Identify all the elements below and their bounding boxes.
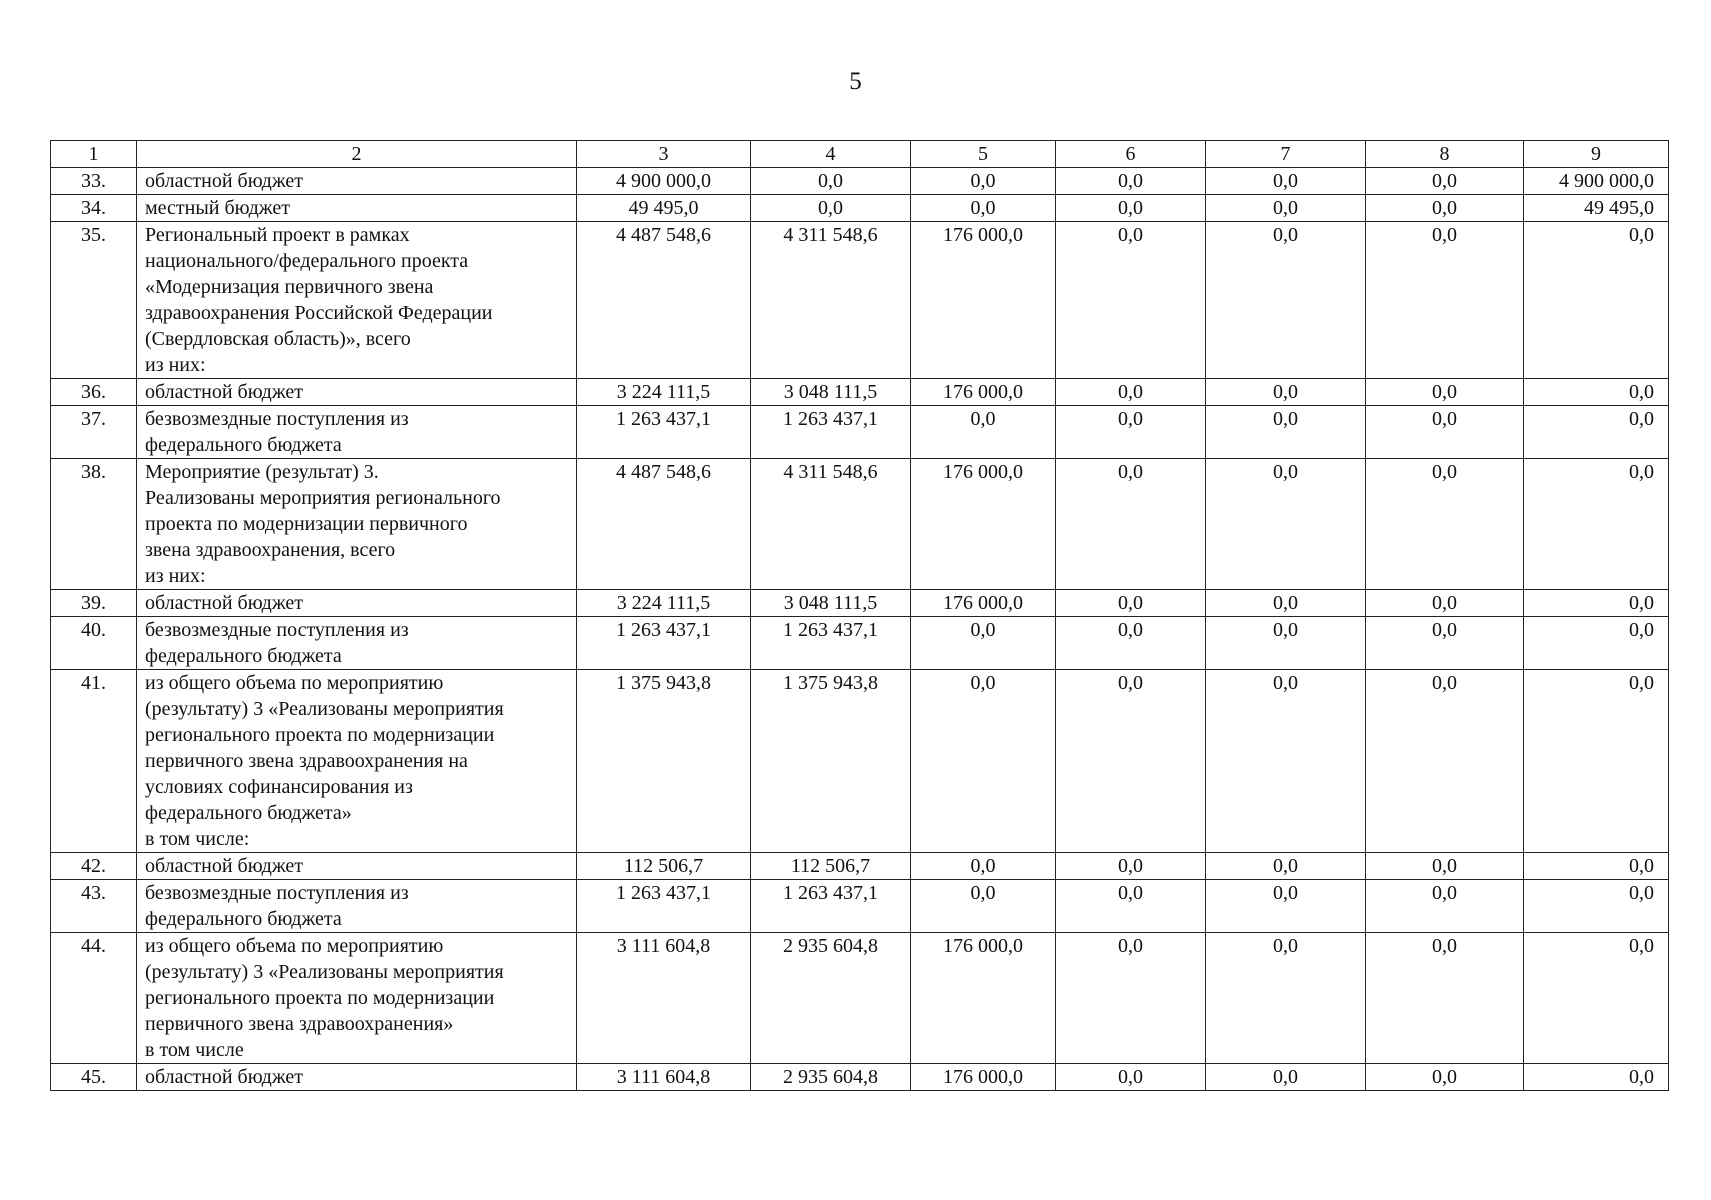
row-number: 37. xyxy=(51,406,137,459)
value-cell-col-4: 1 263 437,1 xyxy=(751,617,911,670)
value-cell-col-3: 4 487 548,6 xyxy=(577,459,751,590)
value-cell-col-3: 3 224 111,5 xyxy=(577,379,751,406)
value-cell-col-5: 176 000,0 xyxy=(911,379,1056,406)
table-row xyxy=(51,853,1669,880)
value-cell-col-5: 176 000,0 xyxy=(911,459,1056,590)
header-cell: 9 xyxy=(1524,141,1669,168)
value-cell-col-4: 3 048 111,5 xyxy=(751,379,911,406)
value-cell-col-7: 0,0 xyxy=(1206,379,1366,406)
row-description: областной бюджет xyxy=(137,590,577,617)
value-cell-col-7: 0,0 xyxy=(1206,670,1366,853)
table-row xyxy=(51,195,1669,222)
value-cell-col-5: 0,0 xyxy=(911,880,1056,933)
table-header-row xyxy=(51,141,1669,168)
row-description: из общего объема по мероприятию (результату) 3 «Реализованы мероприятия регионального проекта по модернизации первичного звена здравоохранения на условиях софинансирования из федерального бюджета» в том числе: xyxy=(137,670,577,853)
value-cell-col-3: 1 263 437,1 xyxy=(577,880,751,933)
value-cell-col-7: 0,0 xyxy=(1206,406,1366,459)
value-cell-col-8: 0,0 xyxy=(1366,222,1524,379)
row-number: 41. xyxy=(51,670,137,853)
value-cell-col-8: 0,0 xyxy=(1366,617,1524,670)
value-cell-col-6: 0,0 xyxy=(1056,379,1206,406)
value-cell-col-4: 1 263 437,1 xyxy=(751,880,911,933)
value-cell-col-9: 0,0 xyxy=(1524,1064,1669,1091)
table-row xyxy=(51,379,1669,406)
value-cell-col-7: 0,0 xyxy=(1206,1064,1366,1091)
row-number: 39. xyxy=(51,590,137,617)
table-row xyxy=(51,933,1669,1064)
value-cell-col-6: 0,0 xyxy=(1056,1064,1206,1091)
value-cell-col-4: 1 375 943,8 xyxy=(751,670,911,853)
value-cell-col-6: 0,0 xyxy=(1056,933,1206,1064)
value-cell-col-5: 0,0 xyxy=(911,670,1056,853)
value-cell-col-5: 0,0 xyxy=(911,195,1056,222)
row-description: областной бюджет xyxy=(137,168,577,195)
table-row xyxy=(51,617,1669,670)
value-cell-col-9: 4 900 000,0 xyxy=(1524,168,1669,195)
value-cell-col-5: 176 000,0 xyxy=(911,590,1056,617)
value-cell-col-7: 0,0 xyxy=(1206,933,1366,1064)
value-cell-col-9: 0,0 xyxy=(1524,670,1669,853)
value-cell-col-8: 0,0 xyxy=(1366,590,1524,617)
value-cell-col-9: 0,0 xyxy=(1524,853,1669,880)
value-cell-col-8: 0,0 xyxy=(1366,379,1524,406)
value-cell-col-6: 0,0 xyxy=(1056,853,1206,880)
value-cell-col-8: 0,0 xyxy=(1366,853,1524,880)
header-cell: 7 xyxy=(1206,141,1366,168)
budget-table xyxy=(50,140,1669,1091)
row-number: 44. xyxy=(51,933,137,1064)
header-cell: 6 xyxy=(1056,141,1206,168)
value-cell-col-9: 0,0 xyxy=(1524,379,1669,406)
value-cell-col-7: 0,0 xyxy=(1206,853,1366,880)
row-number: 43. xyxy=(51,880,137,933)
value-cell-col-7: 0,0 xyxy=(1206,168,1366,195)
value-cell-col-9: 0,0 xyxy=(1524,222,1669,379)
value-cell-col-5: 0,0 xyxy=(911,168,1056,195)
value-cell-col-8: 0,0 xyxy=(1366,1064,1524,1091)
value-cell-col-9: 0,0 xyxy=(1524,406,1669,459)
header-cell: 8 xyxy=(1366,141,1524,168)
row-description: из общего объема по мероприятию (результату) 3 «Реализованы мероприятия регионального проекта по модернизации первичного звена здравоохранения» в том числе xyxy=(137,933,577,1064)
value-cell-col-3: 49 495,0 xyxy=(577,195,751,222)
value-cell-col-4: 4 311 548,6 xyxy=(751,222,911,379)
value-cell-col-6: 0,0 xyxy=(1056,590,1206,617)
row-number: 38. xyxy=(51,459,137,590)
value-cell-col-4: 2 935 604,8 xyxy=(751,933,911,1064)
value-cell-col-3: 3 111 604,8 xyxy=(577,933,751,1064)
value-cell-col-4: 4 311 548,6 xyxy=(751,459,911,590)
value-cell-col-3: 112 506,7 xyxy=(577,853,751,880)
table-row xyxy=(51,1064,1669,1091)
value-cell-col-6: 0,0 xyxy=(1056,880,1206,933)
value-cell-col-4: 3 048 111,5 xyxy=(751,590,911,617)
table-body xyxy=(51,168,1669,1091)
header-cell: 5 xyxy=(911,141,1056,168)
value-cell-col-3: 3 111 604,8 xyxy=(577,1064,751,1091)
value-cell-col-6: 0,0 xyxy=(1056,222,1206,379)
value-cell-col-4: 0,0 xyxy=(751,168,911,195)
value-cell-col-7: 0,0 xyxy=(1206,617,1366,670)
value-cell-col-3: 1 375 943,8 xyxy=(577,670,751,853)
value-cell-col-3: 3 224 111,5 xyxy=(577,590,751,617)
value-cell-col-5: 176 000,0 xyxy=(911,1064,1056,1091)
value-cell-col-7: 0,0 xyxy=(1206,590,1366,617)
value-cell-col-5: 176 000,0 xyxy=(911,933,1056,1064)
row-description: областной бюджет xyxy=(137,853,577,880)
value-cell-col-9: 0,0 xyxy=(1524,590,1669,617)
value-cell-col-6: 0,0 xyxy=(1056,670,1206,853)
value-cell-col-8: 0,0 xyxy=(1366,933,1524,1064)
value-cell-col-4: 2 935 604,8 xyxy=(751,1064,911,1091)
value-cell-col-8: 0,0 xyxy=(1366,195,1524,222)
value-cell-col-7: 0,0 xyxy=(1206,195,1366,222)
value-cell-col-5: 0,0 xyxy=(911,617,1056,670)
value-cell-col-9: 0,0 xyxy=(1524,880,1669,933)
table-row xyxy=(51,168,1669,195)
value-cell-col-5: 176 000,0 xyxy=(911,222,1056,379)
value-cell-col-3: 1 263 437,1 xyxy=(577,406,751,459)
value-cell-col-7: 0,0 xyxy=(1206,222,1366,379)
value-cell-col-8: 0,0 xyxy=(1366,168,1524,195)
row-number: 42. xyxy=(51,853,137,880)
value-cell-col-9: 0,0 xyxy=(1524,617,1669,670)
row-description: областной бюджет xyxy=(137,1064,577,1091)
row-description: безвозмездные поступления из федерального бюджета xyxy=(137,880,577,933)
row-number: 36. xyxy=(51,379,137,406)
table-row xyxy=(51,459,1669,590)
header-cell: 3 xyxy=(577,141,751,168)
value-cell-col-6: 0,0 xyxy=(1056,406,1206,459)
row-description: безвозмездные поступления из федерального бюджета xyxy=(137,406,577,459)
value-cell-col-3: 1 263 437,1 xyxy=(577,617,751,670)
value-cell-col-7: 0,0 xyxy=(1206,880,1366,933)
row-number: 45. xyxy=(51,1064,137,1091)
value-cell-col-8: 0,0 xyxy=(1366,406,1524,459)
value-cell-col-8: 0,0 xyxy=(1366,670,1524,853)
table-row xyxy=(51,590,1669,617)
header-cell: 4 xyxy=(751,141,911,168)
row-description: безвозмездные поступления из федерального бюджета xyxy=(137,617,577,670)
table-row xyxy=(51,222,1669,379)
row-number: 40. xyxy=(51,617,137,670)
header-cell: 2 xyxy=(137,141,577,168)
value-cell-col-8: 0,0 xyxy=(1366,459,1524,590)
row-number: 35. xyxy=(51,222,137,379)
value-cell-col-7: 0,0 xyxy=(1206,459,1366,590)
value-cell-col-6: 0,0 xyxy=(1056,195,1206,222)
value-cell-col-9: 0,0 xyxy=(1524,933,1669,1064)
value-cell-col-6: 0,0 xyxy=(1056,459,1206,590)
value-cell-col-8: 0,0 xyxy=(1366,880,1524,933)
row-description: Мероприятие (результат) 3. Реализованы мероприятия регионального проекта по модернизации первичного звена здравоохранения, всего из них: xyxy=(137,459,577,590)
row-number: 33. xyxy=(51,168,137,195)
value-cell-col-5: 0,0 xyxy=(911,853,1056,880)
page-number: 5 xyxy=(849,68,862,95)
table-row xyxy=(51,406,1669,459)
value-cell-col-9: 0,0 xyxy=(1524,459,1669,590)
value-cell-col-4: 0,0 xyxy=(751,195,911,222)
header-cell: 1 xyxy=(51,141,137,168)
row-description: местный бюджет xyxy=(137,195,577,222)
value-cell-col-6: 0,0 xyxy=(1056,168,1206,195)
row-description: областной бюджет xyxy=(137,379,577,406)
row-description: Региональный проект в рамках национального/федерального проекта «Модернизация первичного звена здравоохранения Российской Федерации (Свердловская область)», всего из них: xyxy=(137,222,577,379)
row-number: 34. xyxy=(51,195,137,222)
value-cell-col-6: 0,0 xyxy=(1056,617,1206,670)
table-row xyxy=(51,880,1669,933)
table-row xyxy=(51,670,1669,853)
value-cell-col-3: 4 900 000,0 xyxy=(577,168,751,195)
value-cell-col-5: 0,0 xyxy=(911,406,1056,459)
value-cell-col-3: 4 487 548,6 xyxy=(577,222,751,379)
value-cell-col-4: 112 506,7 xyxy=(751,853,911,880)
value-cell-col-9: 49 495,0 xyxy=(1524,195,1669,222)
value-cell-col-4: 1 263 437,1 xyxy=(751,406,911,459)
